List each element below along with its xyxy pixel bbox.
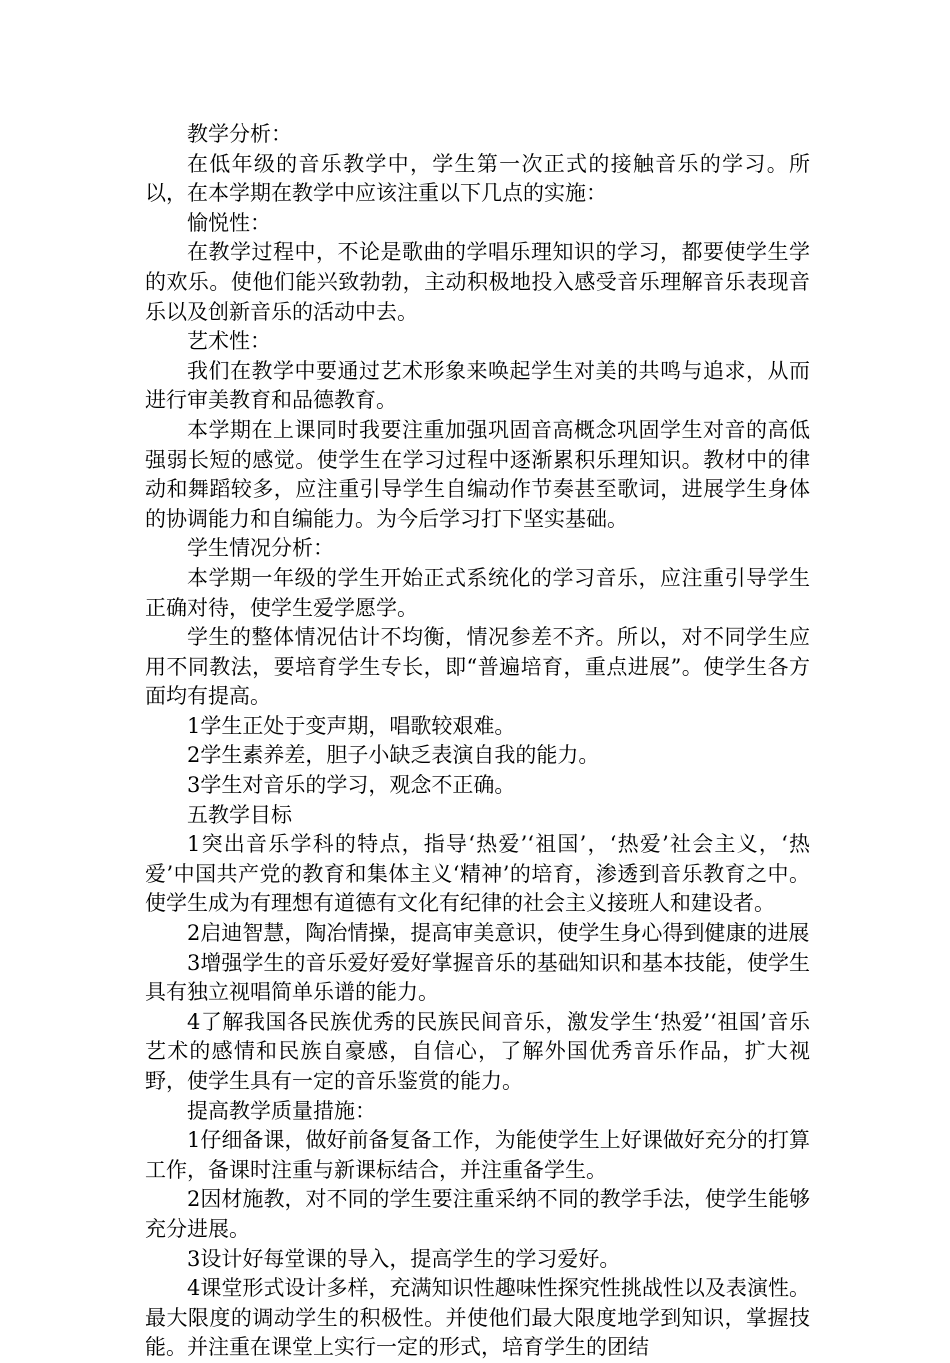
paragraph-intro: 在低年级的音乐教学中，学生第一次正式的接触音乐的学习。所以，在本学期在教学中应该注重以下几点的实施： [145, 151, 810, 206]
list-item-measure-4: 4课堂形式设计多样，充满知识性趣味性探究性挑战性以及表演性。最大限度的调动学生的积极性。并使他们最大限度地学到知识，掌握技能。并注重在课堂上实行一定的形式，培育学生的团结 [145, 1276, 810, 1360]
list-item-student-2: 2学生素养差，胆子小缺乏表演自我的能力。 [187, 743, 600, 768]
list-item-measure-3: 3设计好每堂课的导入，提高学生的学习爱好。 [187, 1246, 621, 1271]
list-item-goal-4: 4了解我国各民族优秀的民族民间音乐，激发学生‘热爱’‘祖国’音乐艺术的感情和民族自豪感，自信心，了解外国优秀音乐作品，扩大视野，使学生具有一定的音乐鉴赏的能力。 [145, 1009, 810, 1093]
document-body [145, 120, 810, 1363]
heading-student-analysis: 学生情况分析： [187, 536, 334, 561]
paragraph-joyfulness: 在教学过程中，不论是歌曲的学唱乐理知识的学习，都要使学生学的欢乐。使他们能兴致勃勃，主动积极地投入感受音乐理解音乐表现音乐以及创新音乐的活动中去。 [145, 240, 810, 324]
list-item-goal-1: 1突出音乐学科的特点，指导‘热爱’‘祖国’，‘热爱’社会主义，‘热爱’中国共产党的教育和集体主义‘精神’的培育，渗透到音乐教育之中。使学生成为有理想有道德有文化有纪律的社会主义接班人和建设者。 [145, 832, 810, 916]
list-item-goal-3: 3增强学生的音乐爱好爱好掌握音乐的基础知识和基本技能，使学生具有独立视唱简单乐谱的能力。 [145, 950, 810, 1005]
heading-quality-measures: 提高教学质量措施： [187, 1098, 376, 1123]
paragraph-artistry: 我们在教学中要通过艺术形象来唤起学生对美的共鸣与追求，从而进行审美教育和品德教育。 [145, 358, 810, 413]
paragraph-overall-situation: 学生的整体情况估计不均衡，情况参差不齐。所以，对不同学生应用不同教法，要培育学生专长，即“普遍培育，重点进展”。使学生各方面均有提高。 [145, 625, 810, 709]
heading-artistry: 艺术性： [187, 329, 271, 354]
heading-joyfulness: 愉悦性： [187, 210, 271, 235]
list-item-measure-2: 2因材施教，对不同的学生要注重采纳不同的教学手法，使学生能够充分进展。 [145, 1187, 810, 1241]
paragraph-semester-plan: 本学期在上课同时我要注重加强巩固音高概念巩固学生对音的高低强弱长短的感觉。使学生在学习过程中逐渐累积乐理知识。教材中的律动和舞蹈较多，应注重引导学生自编动作节奏甚至歌词，进展学生身体的协调能力和自编能力。为今后学习打下坚实基础。 [145, 417, 810, 531]
heading-teaching-analysis: 教学分析： [187, 122, 292, 146]
list-item-student-1: 1学生正处于变声期，唱歌较艰难。 [187, 713, 516, 738]
heading-teaching-goals: 五教学目标 [187, 802, 292, 827]
list-item-goal-2: 2启迪智慧，陶冶情操，提高审美意识，使学生身心得到健康的进展 [187, 921, 810, 946]
list-item-measure-1: 1仔细备课，做好前备复备工作，为能使学生上好课做好充分的打算工作，备课时注重与新课标结合，并注重备学生。 [145, 1128, 810, 1182]
list-item-student-3: 3学生对音乐的学习，观念不正确。 [187, 773, 516, 798]
paragraph-grade-one: 本学期一年级的学生开始正式系统化的学习音乐，应注重引导学生正确对待，使学生爱学愿学。 [145, 565, 810, 620]
